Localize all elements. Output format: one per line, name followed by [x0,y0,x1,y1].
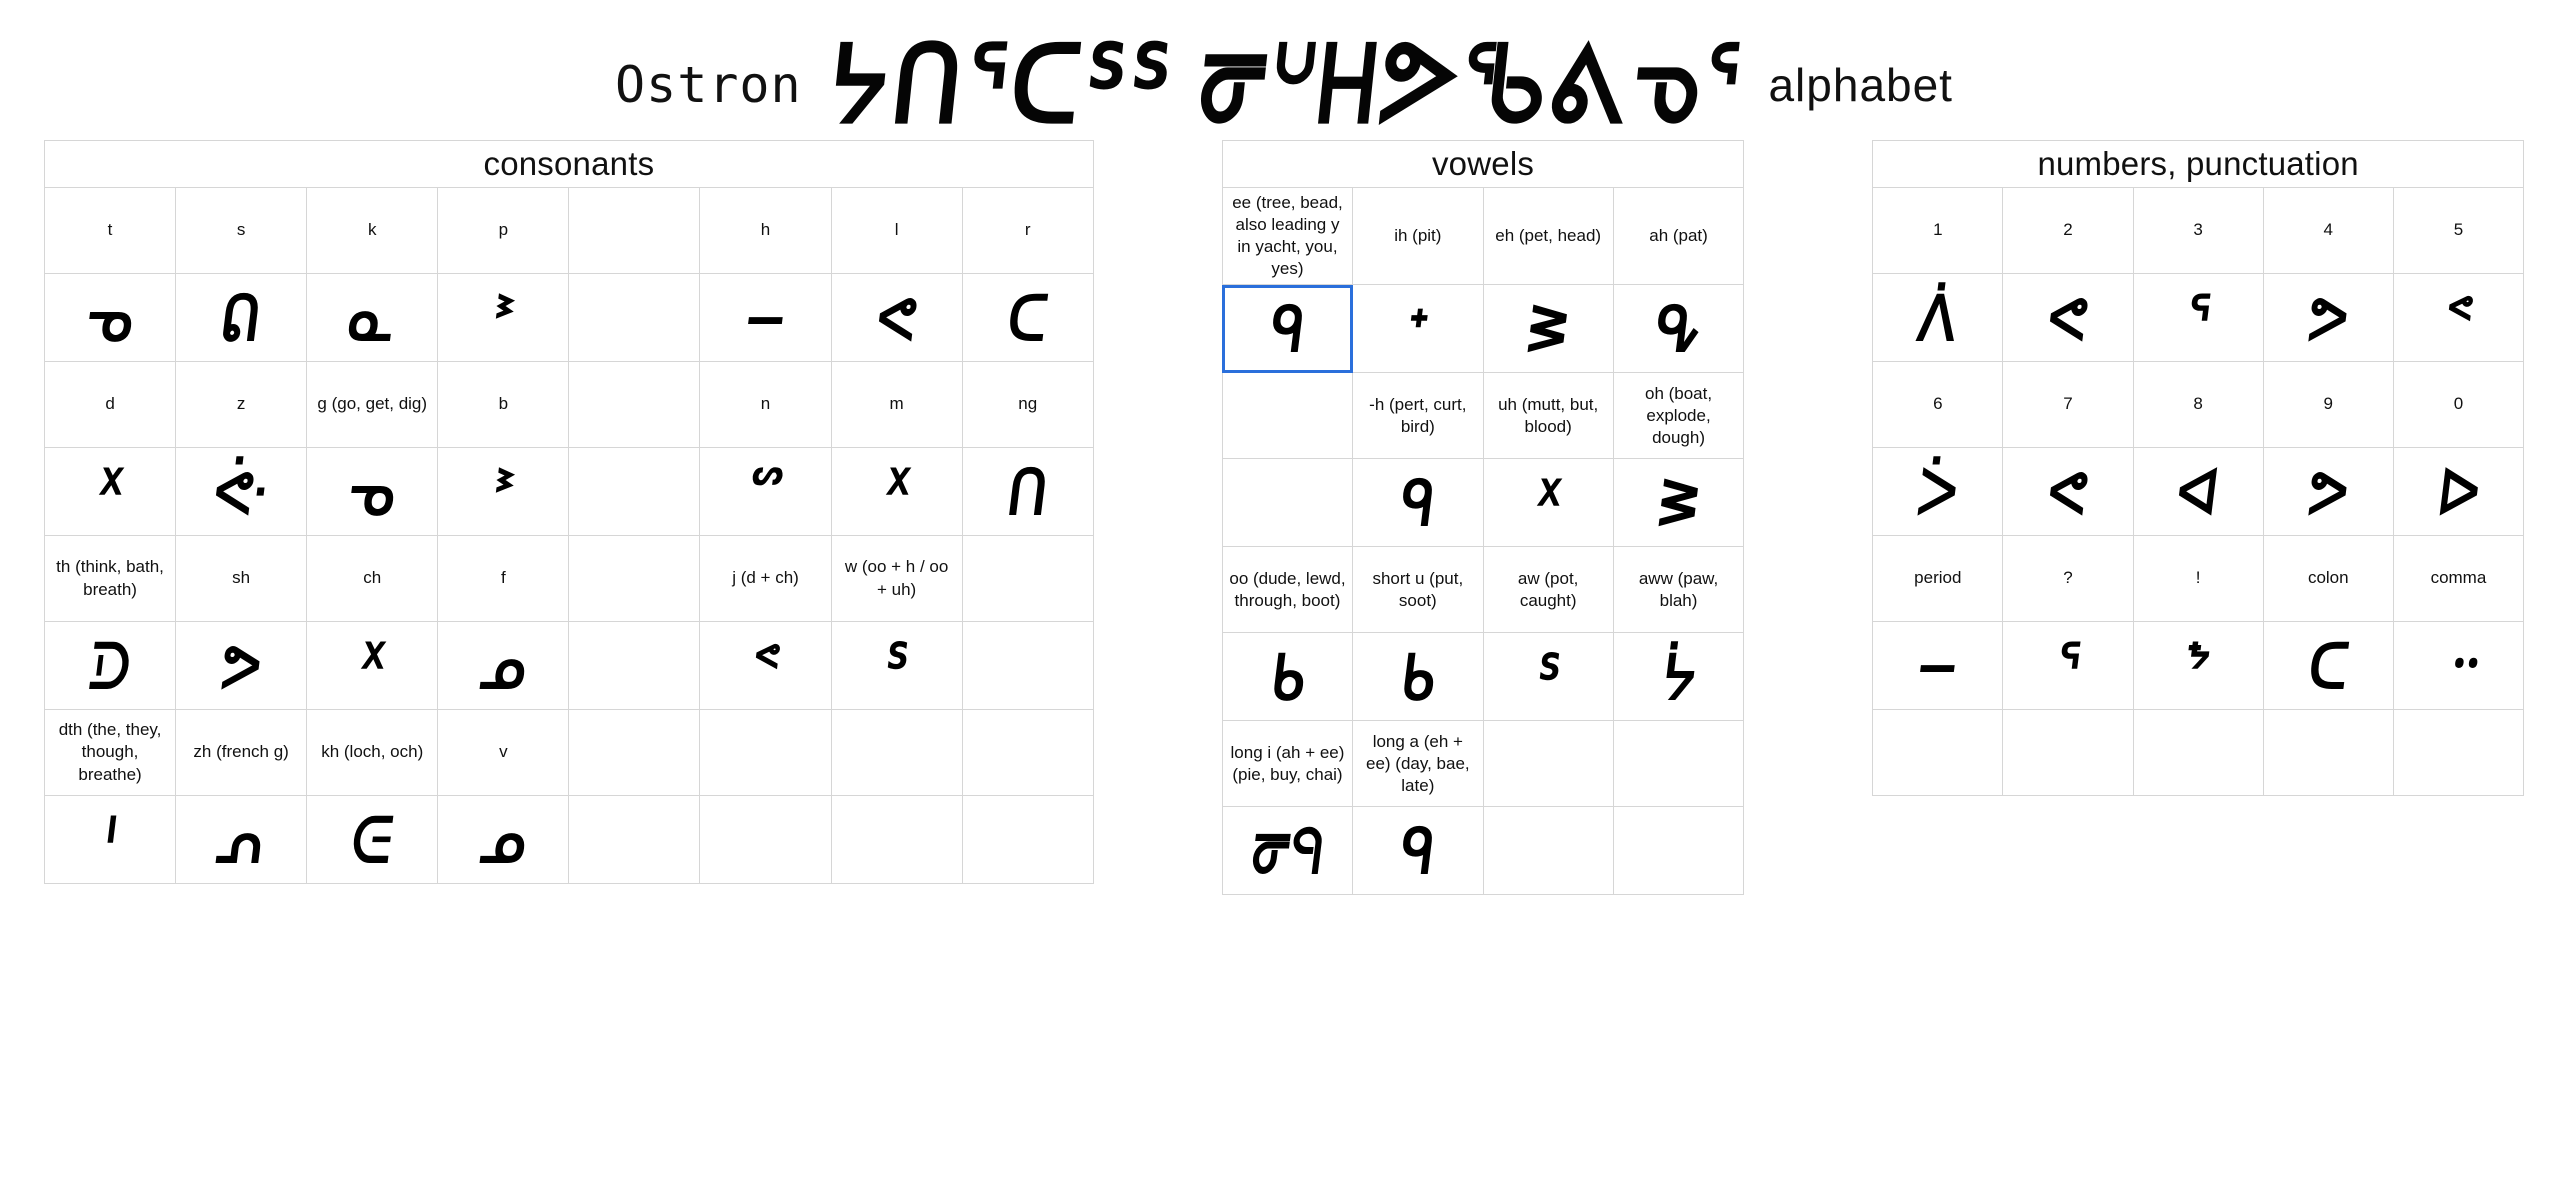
label-cell[interactable]: comma [2393,536,2523,622]
glyph-cell[interactable] [176,274,307,362]
numbers-table-block [1872,140,2524,796]
label-cell[interactable]: 2 [2003,188,2133,274]
glyph-cell[interactable] [1613,633,1743,721]
glyph-cell[interactable] [831,448,962,536]
glyph-cell[interactable] [1483,807,1613,895]
glyph-cell[interactable] [700,448,831,536]
label-cell[interactable]: uh (mutt, but, blood) [1483,373,1613,459]
label-cell[interactable]: j (d + ch) [700,536,831,622]
label-cell[interactable]: zh (french g) [176,710,307,796]
label-cell[interactable]: th (think, bath, breath) [45,536,176,622]
glyph-cell[interactable] [1873,448,2003,536]
glyph-row [45,274,1094,362]
label-cell[interactable]: r [962,188,1093,274]
label-cell[interactable]: t [45,188,176,274]
glyph-cell[interactable] [307,796,438,884]
label-cell[interactable]: dth (the, they, though, breathe) [45,710,176,796]
glyph-cell[interactable] [2133,274,2263,362]
label-cell[interactable]: 8 [2133,362,2263,448]
numbers-punctuation-table [1872,140,2524,796]
label-cell[interactable] [1222,373,1352,459]
glyph-cell[interactable] [307,274,438,362]
label-cell[interactable]: 6 [1873,362,2003,448]
label-cell[interactable] [962,536,1093,622]
glyph: ᕀ [1402,292,1433,366]
label-row [1873,710,2524,796]
glyph: ᕑ [489,454,518,529]
glyph: ᕝ [747,628,784,703]
label-cell[interactable]: 7 [2003,362,2133,448]
vowels-table [1222,140,1744,895]
label-cell[interactable] [1873,710,2003,796]
glyph-cell[interactable] [45,448,176,536]
glyph: ᐴ [1913,454,1963,529]
label-cell[interactable]: b [438,362,569,448]
glyph-cell[interactable] [962,448,1093,536]
label-row [1222,373,1743,459]
vowels-table-block [1222,140,1744,895]
table-caption: consonants [45,141,1094,188]
label-cell[interactable]: s [176,188,307,274]
glyph-cell[interactable] [2263,622,2393,710]
label-cell[interactable]: w (oo + h / oo + uh) [831,536,962,622]
glyph-cell[interactable] [2003,274,2133,362]
label-cell[interactable] [831,710,962,796]
glyph-cell[interactable] [1222,807,1352,895]
label-cell[interactable]: f [438,536,569,622]
label-row [1873,188,2524,274]
glyph: ᐊ [2172,454,2224,529]
label-cell[interactable] [569,188,700,274]
glyph: ᑫ [1265,292,1309,366]
label-cell[interactable]: ch [307,536,438,622]
label-cell[interactable] [2393,710,2523,796]
glyph-cell[interactable] [1483,459,1613,547]
label-cell[interactable]: 0 [2393,362,2523,448]
label-cell[interactable]: long a (eh + ee) (day, bae, late) [1353,721,1483,807]
glyph: ᕁ [92,454,128,529]
glyph: ᑕ [2304,628,2353,703]
glyph-cell[interactable] [569,448,700,536]
glyph: ᕁ [354,628,390,703]
glyph-cell[interactable] [176,622,307,710]
glyph: ᕗ [217,628,266,703]
glyph: ᐅ [2433,454,2484,529]
label-cell[interactable]: n [700,362,831,448]
label-cell[interactable]: sh [176,536,307,622]
label-cell[interactable]: ? [2003,536,2133,622]
title-prefix: Ostron [615,56,802,114]
glyph: ᑊ [100,802,120,877]
glyph-cell[interactable] [1353,633,1483,721]
glyph-cell[interactable] [2133,448,2263,536]
glyph: ᕄ [211,802,271,877]
glyph: − [1910,628,1965,703]
label-row [45,362,1094,448]
label-cell[interactable] [2003,710,2133,796]
page-title [0,0,2568,148]
glyph: ᕒ [1654,466,1703,540]
label-cell[interactable]: oo (dude, lewd, through, boot) [1222,547,1352,633]
glyph-cell[interactable] [569,274,700,362]
glyph: ᔮ [1657,640,1700,714]
label-cell[interactable]: kh (loch, och) [307,710,438,796]
glyph-cell[interactable] [1613,459,1743,547]
label-cell[interactable]: g (go, get, dig) [307,362,438,448]
label-cell[interactable]: long i (ah + ee) (pie, buy, chai) [1222,721,1352,807]
glyph-row [45,448,1094,536]
label-row [1222,188,1743,285]
glyph-cell[interactable] [438,274,569,362]
glyph-row [1222,807,1743,895]
glyph-cell[interactable] [962,274,1093,362]
glyph: ᕑ [489,280,518,355]
glyph-cell[interactable] [1222,285,1352,373]
label-cell[interactable]: aw (pot, caught) [1483,547,1613,633]
glyph-cell[interactable] [2263,448,2393,536]
label-cell[interactable]: 3 [2133,188,2263,274]
consonants-table-body [45,141,1094,884]
glyph-cell[interactable] [176,448,307,536]
glyph: ᑎ [1003,454,1053,529]
glyph: ᕙ [872,280,921,355]
table-caption-row [1873,141,2524,188]
label-cell[interactable]: k [307,188,438,274]
glyph-cell[interactable] [1222,459,1352,547]
glyph-cell[interactable] [307,622,438,710]
glyph-cell[interactable] [2003,448,2133,536]
glyph: ᓇ [344,280,400,355]
glyph: − [738,280,793,355]
label-cell[interactable] [1613,721,1743,807]
glyph-cell[interactable] [2393,274,2523,362]
label-cell[interactable]: colon [2263,536,2393,622]
glyph-cell[interactable] [831,622,962,710]
glyph: ᓀ [82,280,138,355]
glyph-cell[interactable] [1353,285,1483,373]
table-caption: vowels [1222,141,1743,188]
glyph: ᓀ [344,454,400,529]
glyph: ᕙ [2043,280,2093,355]
label-cell[interactable]: m [831,362,962,448]
glyph: ᑲ [1265,640,1309,714]
glyph: ᐲ [1914,280,1961,355]
label-cell[interactable]: 1 [1873,188,2003,274]
label-cell[interactable]: aww (paw, blah) [1613,547,1743,633]
label-cell[interactable] [700,710,831,796]
glyph: ᕽ [879,454,915,529]
label-row [1222,721,1743,807]
label-cell[interactable]: eh (pet, head) [1483,188,1613,285]
glyph-cell[interactable] [569,796,700,884]
glyph: ᔆ [1532,640,1565,714]
label-cell[interactable] [569,536,700,622]
glyph: ᑲ [1396,640,1440,714]
glyph: ᑕ [1003,280,1052,355]
label-cell[interactable]: d [45,362,176,448]
table-caption: numbers, punctuation [1873,141,2524,188]
label-cell[interactable]: p [438,188,569,274]
label-cell[interactable]: ah (pat) [1613,188,1743,285]
glyph: ᔆ [880,628,913,703]
label-row [1222,547,1743,633]
label-row [1873,362,2524,448]
glyph-row [1873,274,2524,362]
label-cell[interactable]: l [831,188,962,274]
glyph: ᔥ [743,454,788,529]
glyph-cell[interactable] [1873,622,2003,710]
glyph-cell[interactable] [2263,274,2393,362]
title-script-word-2: ᖜᓑᕼᕗᖃᕕᓀᕐ [1192,21,1750,148]
glyph: ᓄ [475,802,531,877]
label-cell[interactable]: ! [2133,536,2263,622]
label-cell[interactable] [569,710,700,796]
glyph-cell[interactable] [700,274,831,362]
glyph-cell[interactable] [1483,285,1613,373]
label-cell[interactable]: ih (pit) [1353,188,1483,285]
glyph-row [45,622,1094,710]
glyph: ᕗ [2304,280,2353,355]
glyph-cell[interactable] [45,274,176,362]
glyph-row [1222,633,1743,721]
label-cell[interactable]: 4 [2263,188,2393,274]
label-cell[interactable] [1483,721,1613,807]
glyph-cell[interactable] [2393,622,2523,710]
glyph: ᕝ [2440,280,2477,355]
vowels-table-body [1222,141,1743,895]
glyph: ᖮ [2182,628,2214,703]
table-caption-row [45,141,1094,188]
glyph: ᖜᑫ [1247,814,1328,888]
glyph: ᠃ [2436,628,2481,703]
glyph-cell[interactable] [700,796,831,884]
title-script-word-1: ᔭᑎᕐᑕ᠋ᔆᔆ [821,21,1180,148]
label-cell[interactable]: z [176,362,307,448]
label-cell[interactable]: 5 [2393,188,2523,274]
glyph: ᕗ [2304,454,2353,529]
glyph: ᑓ [85,628,135,703]
glyph-cell[interactable] [962,796,1093,884]
label-cell[interactable] [962,710,1093,796]
consonants-table [44,140,1094,884]
glyph-cell[interactable] [438,448,569,536]
glyph-cell[interactable] [1353,459,1483,547]
glyph-cell[interactable] [700,622,831,710]
glyph: ᕒ [1523,292,1573,366]
glyph: ᑫ [1396,814,1440,888]
glyph-cell[interactable] [2003,622,2133,710]
glyph: ᕐ [2182,280,2214,355]
glyph-cell[interactable] [1613,807,1743,895]
glyph-row [1222,459,1743,547]
label-cell[interactable] [2133,710,2263,796]
glyph: ᕐ [2052,628,2084,703]
label-cell[interactable] [2263,710,2393,796]
label-cell[interactable]: oh (boat, explode, dough) [1613,373,1743,459]
label-cell[interactable]: v [438,710,569,796]
label-row [45,188,1094,274]
glyph: ᕴ [1651,292,1706,366]
glyph-cell[interactable] [2133,622,2263,710]
glyph-cell[interactable] [45,622,176,710]
glyph-row [1873,622,2524,710]
glyph: ᑫ [1396,466,1440,540]
glyph-cell[interactable] [1873,274,2003,362]
glyph-cell[interactable] [307,448,438,536]
label-cell[interactable]: ng [962,362,1093,448]
glyph-cell[interactable] [962,622,1093,710]
consonants-table-block [44,140,1094,884]
glyph: ᓄ [475,628,531,703]
glyph-cell[interactable] [438,622,569,710]
glyph: ᕙ [2043,454,2093,529]
glyph: ᕮ [347,802,397,877]
glyph-cell[interactable] [1613,285,1743,373]
alphabet-tables [0,140,2568,895]
glyph: ᕁ [1530,466,1566,540]
glyph-cell[interactable] [1222,633,1352,721]
label-row [1873,536,2524,622]
label-cell[interactable]: h [700,188,831,274]
glyph-cell[interactable] [1483,633,1613,721]
label-cell[interactable]: period [1873,536,2003,622]
label-row [45,710,1094,796]
glyph-cell[interactable] [45,796,176,884]
glyph-cell[interactable] [831,274,962,362]
glyph-cell[interactable] [831,796,962,884]
label-cell[interactable]: 9 [2263,362,2393,448]
glyph: ᕜ [209,454,273,529]
glyph-cell[interactable] [2393,448,2523,536]
glyph-cell[interactable] [569,622,700,710]
glyph-cell[interactable] [176,796,307,884]
label-row [45,536,1094,622]
label-cell[interactable]: ee (tree, bead, also leading y in yacht, you, yes) [1222,188,1352,285]
title-suffix: alphabet [1768,59,1953,111]
label-cell[interactable] [569,362,700,448]
table-caption-row [1222,141,1743,188]
glyph-row [1873,448,2524,536]
glyph-row [45,796,1094,884]
label-cell[interactable]: -h (pert, curt, bird) [1353,373,1483,459]
glyph-cell[interactable] [438,796,569,884]
numbers-table-body [1873,141,2524,796]
glyph-cell[interactable] [1353,807,1483,895]
glyph: ᕠ [216,280,266,355]
glyph-row [1222,285,1743,373]
label-cell[interactable]: short u (put, soot) [1353,547,1483,633]
